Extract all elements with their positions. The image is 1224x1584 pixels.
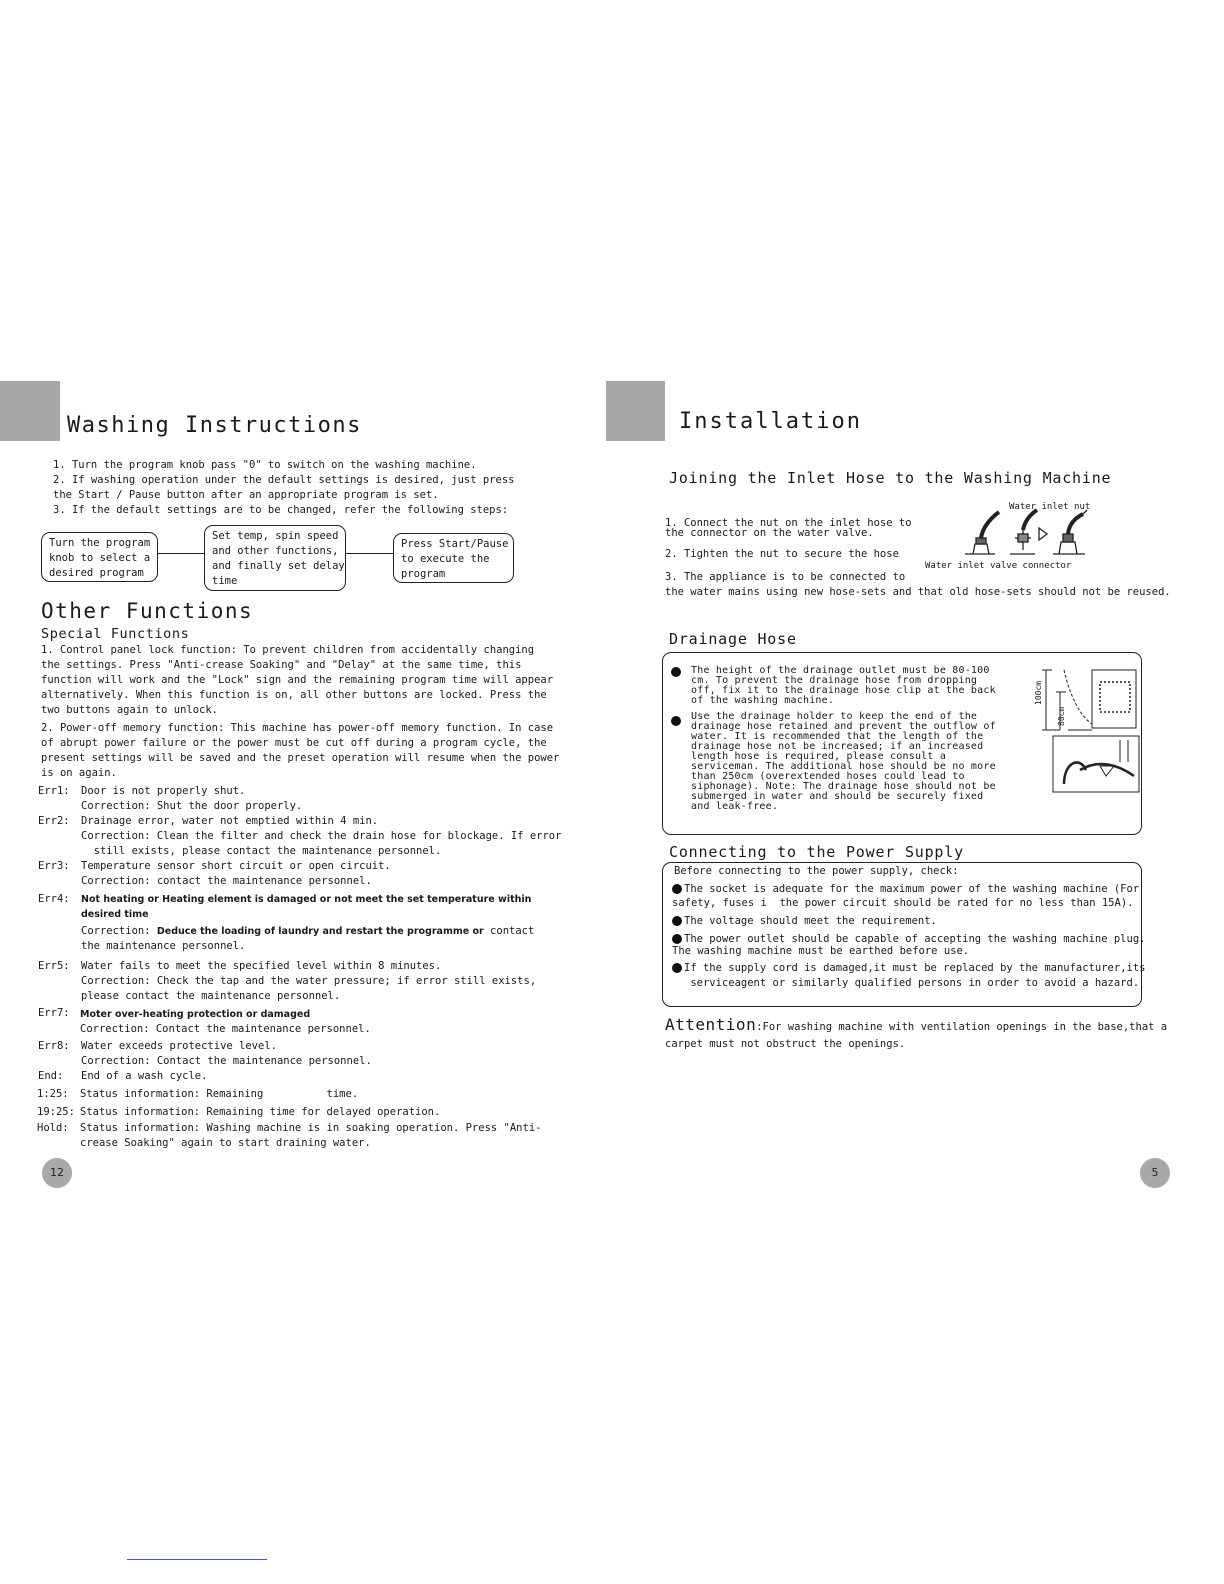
- special-line: 2. Power-off memory function: This machine has power-off memory function. In case: [41, 722, 554, 734]
- right-section-tab: [606, 381, 665, 441]
- right-page-title: Installation: [679, 409, 862, 434]
- error-code: 19:25:: [37, 1106, 75, 1118]
- attention-text-cont: carpet must not obstruct the openings.: [665, 1038, 906, 1050]
- flow-step-text: to execute the: [401, 553, 490, 565]
- left-page-number: 12: [42, 1158, 72, 1188]
- error-line: please contact the maintenance personnel.: [81, 990, 341, 1002]
- bottom-rule: [127, 1559, 267, 1560]
- intro-text: [53, 458, 514, 518]
- error-line: Status information: Remaining time for delayed operation.: [80, 1106, 441, 1118]
- flow-step-text: time: [212, 575, 238, 587]
- special-line: alternatively. When this function is on, all other buttons are locked. Press the: [41, 689, 547, 701]
- intro-line: 2. If washing operation under the default settings is desired, just press: [53, 474, 515, 486]
- flow-step-text: Turn the program: [49, 537, 151, 549]
- drainage-line: siphonage). Note: The drainage hose should not be: [691, 781, 996, 792]
- power-line: The washing machine must be earthed before use.: [672, 945, 970, 957]
- left-page-title: Washing Instructions: [67, 413, 362, 438]
- error-line: Water exceeds protective level.: [81, 1040, 277, 1052]
- drainage-line: submerged in water and should be securely fixed: [691, 791, 984, 802]
- flow-step-text: and other functions,: [212, 545, 339, 557]
- error-line: still exists, please contact the maintenance personnel.: [81, 845, 442, 857]
- special-line: of abrupt power failure or the power must be cut off during a program cycle, the: [41, 737, 547, 749]
- bullet-icon: [672, 963, 682, 973]
- error-line: Temperature sensor short circuit or open circuit.: [81, 860, 391, 872]
- error-line: Correction: Clean the filter and check the drain hose for blockage. If error: [81, 830, 562, 842]
- error-line: Drainage error, water not emptied within 4 min.: [81, 815, 379, 827]
- flow-step-text: program: [401, 568, 446, 580]
- drainage-line: cm. To prevent the drainage hose from dropping: [691, 675, 978, 686]
- correction-prefix: Correction:: [81, 925, 157, 937]
- inlet-step-line: 3. The appliance is to be connected to: [665, 571, 906, 583]
- error-line: End of a wash cycle.: [81, 1070, 208, 1082]
- flow-connector: [346, 553, 393, 554]
- flow-step-3: [393, 533, 514, 583]
- flow-step-text: Press Start/Pause: [401, 538, 509, 550]
- left-section-tab: [0, 381, 60, 441]
- special-function-2: [41, 721, 559, 781]
- drainage-line: serviceman. The additional hose should be no more: [691, 761, 996, 772]
- error-line: Status information: Washing machine is in soaking operation. Press "Anti-: [80, 1122, 542, 1134]
- error-code: 1:25:: [37, 1088, 69, 1100]
- drainage-line: off, fix it to the drainage hose clip at the back: [691, 685, 996, 696]
- flow-step-text: knob to select a: [49, 552, 151, 564]
- bullet-icon: [671, 667, 681, 677]
- error-line: Not heating or Heating element is damaged or not meet the set temperature within: [81, 894, 532, 905]
- intro-line: 1. Turn the program knob pass "0" to switch on the washing machine.: [53, 459, 477, 471]
- correction-bold: Deduce the loading of laundry and restart the programme or: [156, 926, 484, 937]
- special-line: two buttons again to unlock.: [41, 704, 219, 716]
- error-line: Correction: contact the maintenance personnel.: [81, 875, 372, 887]
- drainage-line: The height of the drainage outlet must be 80-100: [691, 665, 990, 676]
- other-functions-title: Other Functions: [41, 599, 254, 623]
- special-functions-title: Special Functions: [41, 626, 190, 642]
- error-line: desired time: [81, 909, 149, 920]
- error-code: Err5:: [38, 960, 70, 972]
- power-line: safety, fuses i the power circuit should be rated for no less than 15A).: [672, 897, 1134, 909]
- error-code: End:: [38, 1070, 64, 1082]
- error-line: Water fails to meet the specified level within 8 minutes.: [81, 960, 442, 972]
- drainage-line: Use the drainage holder to keep the end of the: [691, 711, 978, 722]
- special-function-1: [41, 643, 553, 718]
- drainage-line: than 250cm (overextended hoses could lead to: [691, 771, 965, 782]
- error-line: crease Soaking" again to start draining water.: [80, 1137, 371, 1149]
- error-line: Correction: Contact the maintenance personnel.: [81, 1055, 372, 1067]
- attention-text: :For washing machine with ventilation openings in the base,that a: [756, 1021, 1168, 1033]
- error-code: Err4:: [38, 893, 70, 905]
- power-bullet-2: [684, 914, 937, 929]
- fig-label-80cm: 80cm: [1057, 706, 1066, 726]
- drainage-line: of the washing machine.: [691, 695, 835, 706]
- error-line: Door is not properly shut.: [81, 785, 246, 797]
- intro-line: the Start / Pause button after an appropriate program is set.: [53, 489, 439, 501]
- power-supply-title: Connecting to the Power Supply: [669, 843, 964, 861]
- bullet-icon: [672, 916, 682, 926]
- power-line: If the supply cord is damaged,it must be replaced by the manufacturer,its: [684, 962, 1146, 974]
- special-line: 1. Control panel lock function: To prevent children from accidentally changing: [41, 644, 535, 656]
- power-line: The socket is adequate for the maximum power of the washing machine (For: [684, 883, 1140, 895]
- drainage-line: length hose is required, please consult a: [691, 751, 947, 762]
- intro-line: 3. If the default settings are to be changed, refer the following steps:: [53, 504, 509, 516]
- inlet-step-line: the water mains using new hose-sets and that old hose-sets should not be reused.: [665, 586, 1171, 598]
- right-page-number: 5: [1140, 1158, 1170, 1188]
- bullet-icon: [671, 716, 681, 726]
- fig-label-inlet-nut: Water inlet nut: [1009, 502, 1091, 512]
- flow-step-2: [204, 525, 346, 591]
- power-bullet-3: [672, 933, 1145, 957]
- power-bullet-1: [672, 882, 1139, 910]
- inlet-step-line: 1. Connect the nut on the inlet hose to: [665, 517, 912, 529]
- inlet-hose-figure: [955, 508, 1095, 560]
- error-line: Correction: Shut the door properly.: [81, 800, 303, 812]
- special-line: function will work and the "Lock" sign and the remaining program time will appear: [41, 674, 554, 686]
- drainage-bullet-2: [691, 712, 996, 812]
- special-line: present settings will be saved and the preset operation will resume when the power: [41, 752, 560, 764]
- drainage-line: drainage hose not be increased; if an increased: [691, 741, 984, 752]
- special-line: is on again.: [41, 767, 117, 779]
- drainage-line: and leak-free.: [691, 801, 779, 812]
- error-code: Hold:: [37, 1122, 69, 1134]
- drainage-line: drainage hose retained and prevent the outflow of: [691, 721, 996, 732]
- error-correction: [81, 924, 561, 939]
- power-line: The voltage should meet the requirement.: [684, 915, 937, 927]
- error-code: Err3:: [38, 860, 70, 872]
- flow-step-text: and finally set delay: [212, 560, 345, 572]
- error-line: Status information: Remaining time.: [80, 1088, 359, 1100]
- drainage-line: water. It is recommended that the length of the: [691, 731, 984, 742]
- error-line: Correction: Contact the maintenance personnel.: [80, 1023, 371, 1035]
- flow-step-1: [41, 532, 158, 582]
- correction-rest: contact: [483, 925, 535, 937]
- error-line: Correction: Check the tap and the water pressure; if error still exists,: [81, 975, 537, 987]
- error-code: Err1:: [38, 785, 70, 797]
- error-code: Err8:: [38, 1040, 70, 1052]
- flow-connector: [158, 553, 204, 554]
- power-intro: Before connecting to the power supply, check:: [674, 865, 959, 877]
- inlet-step-2: [665, 547, 899, 562]
- power-line: serviceagent or similarly qualified persons in order to avoid a hazard.: [684, 977, 1140, 989]
- special-line: the settings. Press "Anti-crease Soaking" and "Delay" at the same time, this: [41, 659, 522, 671]
- error-line: Moter over-heating protection or damaged: [80, 1009, 311, 1020]
- inlet-step-line: 2. Tighten the nut to secure the hose: [665, 548, 899, 560]
- fig-label-100cm: 100cm: [1034, 680, 1043, 705]
- flow-step-text: Set temp, spin speed: [212, 530, 339, 542]
- inlet-step-3: [665, 570, 1171, 600]
- inlet-step-line: the connector on the water valve.: [665, 527, 874, 539]
- flow-step-text: desired program: [49, 567, 144, 579]
- error-code: Err2:: [38, 815, 70, 827]
- drainage-title: Drainage Hose: [669, 630, 797, 648]
- attention-note: [665, 1017, 1167, 1035]
- power-bullet-4: [684, 961, 1145, 991]
- power-line: The power outlet should be capable of accepting the washing machine plug.: [684, 933, 1146, 945]
- inlet-hose-title: Joining the Inlet Hose to the Washing Machine: [669, 469, 1112, 487]
- attention-label: Attention: [665, 1015, 757, 1034]
- drainage-height-figure: [1040, 666, 1140, 796]
- error-line: the maintenance personnel.: [81, 940, 246, 952]
- inlet-step-1: [665, 518, 912, 538]
- drainage-bullet-1: [691, 666, 996, 706]
- error-code: Err7:: [38, 1007, 70, 1019]
- fig-label-valve-connector: Water inlet valve connector: [925, 561, 1072, 571]
